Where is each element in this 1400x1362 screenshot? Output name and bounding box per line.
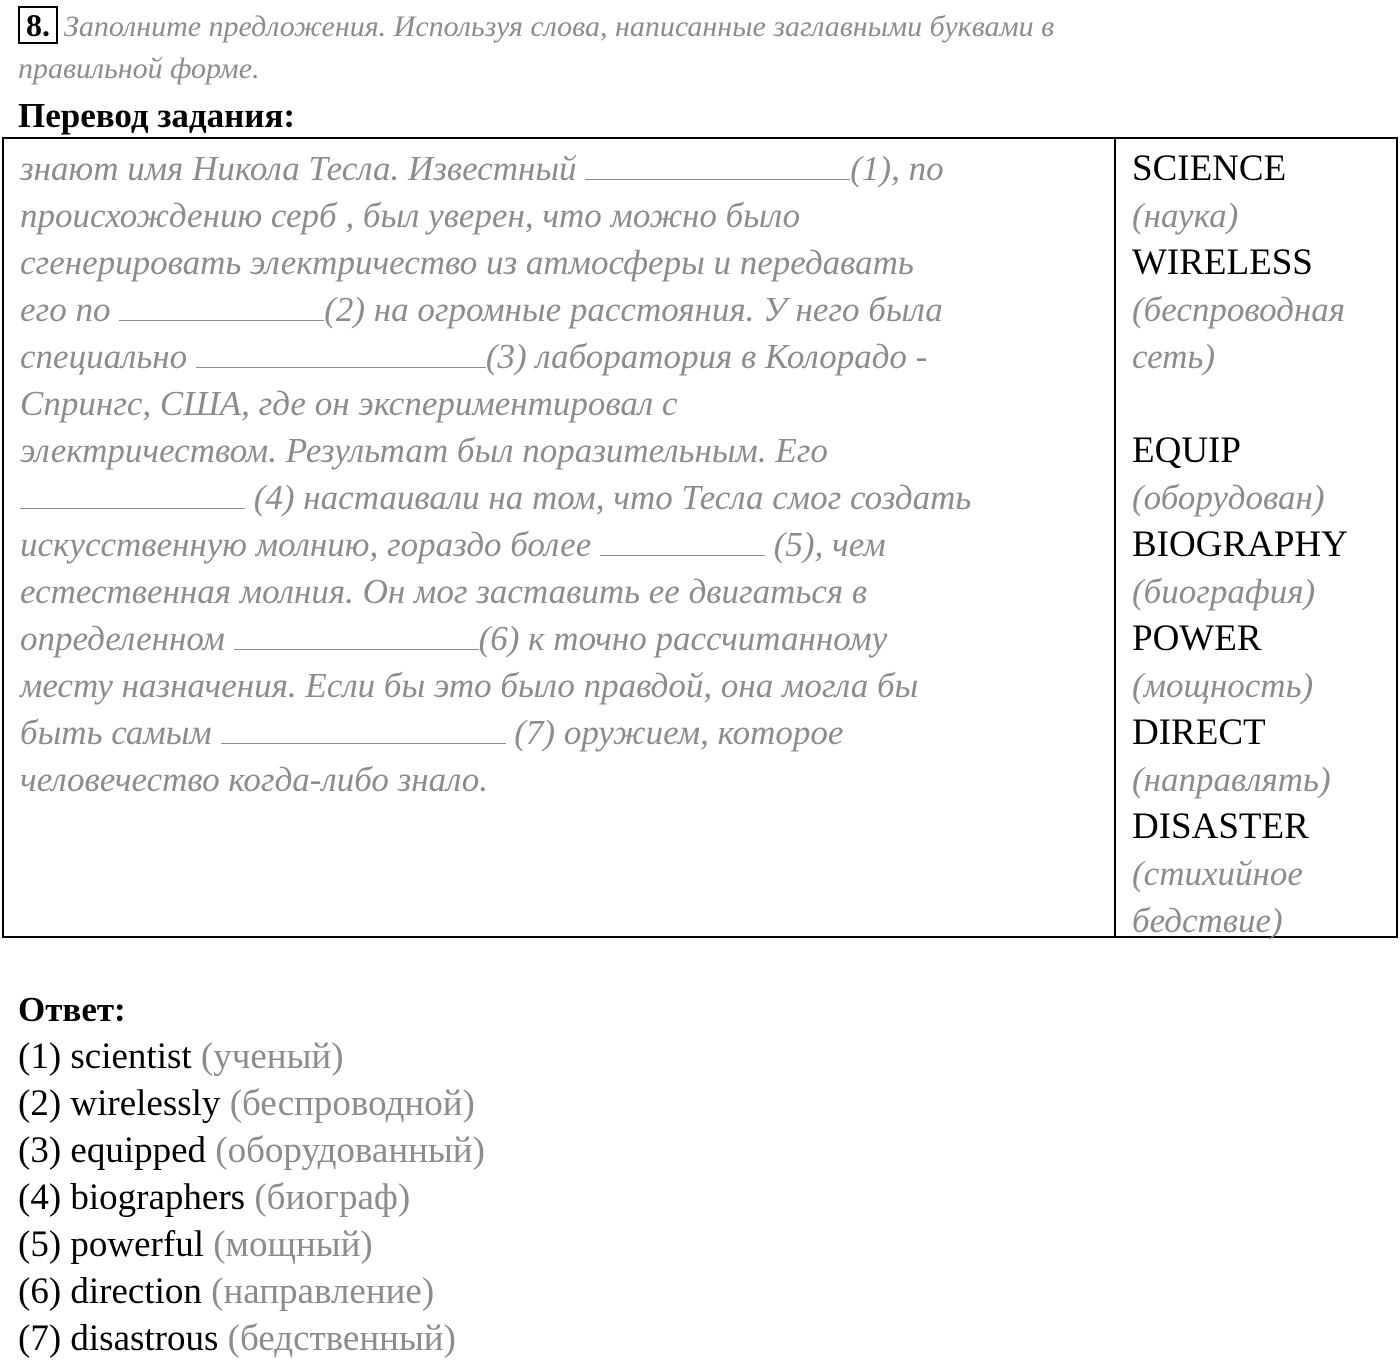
answer-number: (4) xyxy=(18,1177,62,1218)
answer-word: wirelessly xyxy=(70,1083,221,1124)
answer-blank xyxy=(600,525,765,556)
keyword: BIOGRAPHY xyxy=(1132,524,1348,565)
keyword-translation: сеть) xyxy=(1132,337,1216,376)
answer-row xyxy=(18,1127,485,1174)
text-line xyxy=(20,286,1114,333)
task-header xyxy=(18,6,1388,90)
keyword-translation: (стихийное xyxy=(1132,854,1303,893)
text-segment: быть самым xyxy=(20,713,221,752)
answer-translation: (мощный) xyxy=(213,1224,373,1265)
text-segment: электричеством. Результат был поразительным. Его xyxy=(20,431,828,470)
answer-blank xyxy=(221,713,506,744)
answer-row xyxy=(18,1268,485,1315)
exercise-table xyxy=(2,137,1398,938)
task-instruction-text: Заполните предложения. Используя слова, написанные заглавными буквами в xyxy=(64,10,1055,43)
keyword: SCIENCE xyxy=(1132,148,1287,189)
text-line xyxy=(20,239,1114,286)
answer-blank xyxy=(119,290,324,321)
answer-number: (6) xyxy=(18,1271,62,1312)
answer-number: (3) xyxy=(18,1130,62,1171)
answer-translation: (беспроводной) xyxy=(229,1083,475,1124)
answer-number: (1) xyxy=(18,1036,62,1077)
answer-heading: Ответ: xyxy=(18,990,126,1029)
keyword-translation: (направлять) xyxy=(1132,760,1331,799)
answer-word: scientist xyxy=(70,1036,192,1077)
text-segment: (6) к точно рассчитанному xyxy=(478,619,888,658)
task-instruction-line-2: правильной форме. xyxy=(18,52,260,85)
text-line xyxy=(20,474,1114,521)
task-instruction-line-1 xyxy=(18,6,1388,48)
spacer xyxy=(1132,380,1396,427)
answer-blank xyxy=(196,337,486,368)
answer-blank xyxy=(20,478,245,509)
text-segment: сгенерировать электричество из атмосферы и передавать xyxy=(20,243,914,282)
text-segment: (4) настаивали на том, что Тесла смог создать xyxy=(245,478,972,517)
text-segment: происхождению серб , был уверен, что можно было xyxy=(20,196,801,235)
text-segment: специально xyxy=(20,337,196,376)
answer-row xyxy=(18,1033,485,1080)
keyword-translation: (биография) xyxy=(1132,572,1316,611)
answer-number: (7) xyxy=(18,1318,62,1359)
answer-word: equipped xyxy=(70,1130,207,1171)
text-line xyxy=(20,380,1114,427)
text-line xyxy=(20,615,1114,662)
answer-row xyxy=(18,1080,485,1127)
keyword: POWER xyxy=(1132,618,1262,659)
answer-word: disastrous xyxy=(70,1318,219,1359)
text-segment: (7) оружием, которое xyxy=(505,713,844,752)
keyword-translation: (оборудован) xyxy=(1132,478,1325,517)
answer-row xyxy=(18,1174,485,1221)
keyword: WIRELESS xyxy=(1132,242,1313,283)
answer-blank xyxy=(585,149,850,180)
answer-translation: (оборудованный) xyxy=(215,1130,485,1171)
exercise-text-cell xyxy=(4,139,1116,936)
text-segment: естественная молния. Он мог заставить ее двигаться в xyxy=(20,572,868,611)
text-line xyxy=(20,709,1114,756)
answer-translation: (бедственный) xyxy=(227,1318,456,1359)
text-segment: искусственную молнию, гораздо более xyxy=(20,525,600,564)
answer-translation: (ученый) xyxy=(200,1036,344,1077)
answer-row xyxy=(18,1315,485,1362)
translation-heading: Перевод задания: xyxy=(18,96,296,135)
word-list-cell xyxy=(1116,139,1396,940)
keyword-translation: (наука) xyxy=(1132,196,1239,235)
answer-row xyxy=(18,1221,485,1268)
answer-translation: (направление) xyxy=(211,1271,435,1312)
keyword-translation: бедствие) xyxy=(1132,901,1283,940)
answer-number: (5) xyxy=(18,1224,62,1265)
task-number-badge: 8. xyxy=(18,6,58,44)
text-segment: месту назначения. Если бы это было правдой, она могла бы xyxy=(20,666,919,705)
text-line xyxy=(20,521,1114,568)
keyword: DIRECT xyxy=(1132,712,1266,753)
answer-word: biographers xyxy=(70,1177,246,1218)
text-segment: (1), по xyxy=(850,149,944,188)
text-segment: человечество когда-либо знало. xyxy=(20,760,489,799)
answer-list xyxy=(18,1033,485,1362)
keyword-translation: (беспроводная xyxy=(1132,290,1345,329)
text-segment: Спрингс, США, где он экспериментировал с xyxy=(20,384,678,423)
text-line xyxy=(20,662,1114,709)
answer-number: (2) xyxy=(18,1083,62,1124)
text-line xyxy=(20,333,1114,380)
text-segment: его по xyxy=(20,290,120,329)
text-line xyxy=(20,192,1114,239)
keyword: EQUIP xyxy=(1132,430,1241,471)
answer-word: direction xyxy=(70,1271,202,1312)
keyword: DISASTER xyxy=(1132,806,1309,847)
text-segment: знают имя Никола Тесла. Известный xyxy=(20,149,586,188)
text-segment: (2) на огромные расстояния. У него была xyxy=(324,290,943,329)
keyword-translation: (мощность) xyxy=(1132,666,1314,705)
text-segment: (5), чем xyxy=(765,525,886,564)
text-line xyxy=(20,145,1114,192)
answer-blank xyxy=(234,619,479,650)
answer-word: powerful xyxy=(70,1224,204,1265)
text-line xyxy=(20,756,1114,803)
text-segment: (3) лаборатория в Колорадо - xyxy=(485,337,928,376)
text-segment: определенном xyxy=(20,619,234,658)
text-line xyxy=(20,427,1114,474)
answer-translation: (биограф) xyxy=(254,1177,411,1218)
text-line xyxy=(20,568,1114,615)
